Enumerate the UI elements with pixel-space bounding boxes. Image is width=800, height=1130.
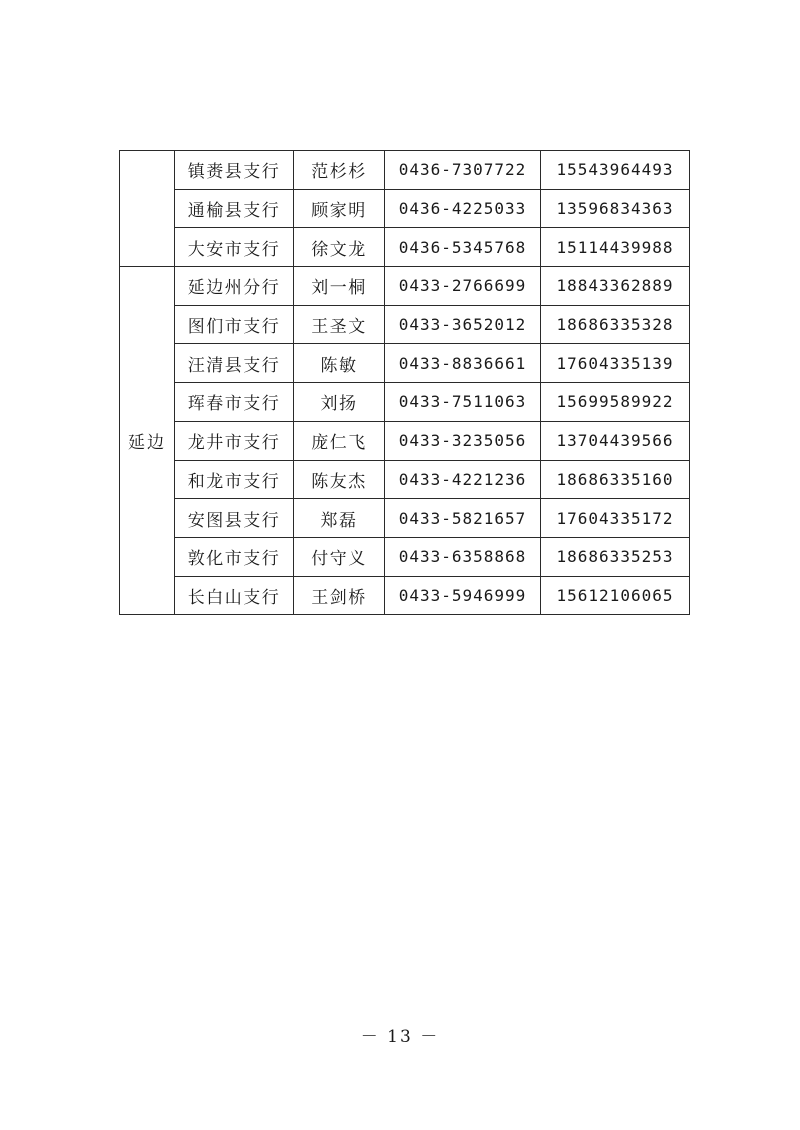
contact-table-body (120, 151, 690, 615)
branch-cell: 通榆县支行 (175, 189, 294, 228)
mobile-cell: 15699589922 (541, 383, 690, 422)
phone-cell: 0433-5946999 (385, 576, 541, 615)
page-number: － 13 － (360, 1027, 440, 1047)
mobile-cell: 17604335172 (541, 499, 690, 538)
contact-cell: 陈友杰 (294, 460, 385, 499)
phone-cell: 0436-4225033 (385, 189, 541, 228)
region-cell: 延边 (120, 267, 175, 615)
table-row (120, 460, 690, 499)
phone-cell: 0433-7511063 (385, 383, 541, 422)
table-row (120, 267, 690, 306)
table-row (120, 537, 690, 576)
contact-cell: 顾家明 (294, 189, 385, 228)
contact-cell: 刘扬 (294, 383, 385, 422)
contact-cell: 付守义 (294, 537, 385, 576)
mobile-cell: 15612106065 (541, 576, 690, 615)
contact-table (119, 150, 690, 615)
contact-cell: 徐文龙 (294, 228, 385, 267)
phone-cell: 0436-5345768 (385, 228, 541, 267)
mobile-cell: 13704439566 (541, 421, 690, 460)
branch-cell: 图们市支行 (175, 305, 294, 344)
branch-cell: 汪清县支行 (175, 344, 294, 383)
table-row (120, 228, 690, 267)
mobile-cell: 17604335139 (541, 344, 690, 383)
mobile-cell: 15543964493 (541, 151, 690, 190)
branch-cell: 延边州分行 (175, 267, 294, 306)
mobile-cell: 15114439988 (541, 228, 690, 267)
branch-cell: 龙井市支行 (175, 421, 294, 460)
branch-cell: 安图县支行 (175, 499, 294, 538)
branch-cell: 长白山支行 (175, 576, 294, 615)
phone-cell: 0433-3652012 (385, 305, 541, 344)
table-row (120, 305, 690, 344)
mobile-cell: 18686335328 (541, 305, 690, 344)
branch-cell: 和龙市支行 (175, 460, 294, 499)
table-row (120, 189, 690, 228)
region-cell (120, 151, 175, 267)
table-row (120, 344, 690, 383)
mobile-cell: 13596834363 (541, 189, 690, 228)
phone-cell: 0433-5821657 (385, 499, 541, 538)
branch-cell: 大安市支行 (175, 228, 294, 267)
contact-cell: 庞仁飞 (294, 421, 385, 460)
table-row (120, 151, 690, 190)
table-row (120, 383, 690, 422)
phone-cell: 0433-4221236 (385, 460, 541, 499)
phone-cell: 0433-6358868 (385, 537, 541, 576)
phone-cell: 0433-3235056 (385, 421, 541, 460)
contact-cell: 陈敏 (294, 344, 385, 383)
table-row (120, 499, 690, 538)
contact-cell: 郑磊 (294, 499, 385, 538)
mobile-cell: 18843362889 (541, 267, 690, 306)
contact-cell: 刘一桐 (294, 267, 385, 306)
branch-cell: 敦化市支行 (175, 537, 294, 576)
contact-cell: 范杉杉 (294, 151, 385, 190)
table-row (120, 576, 690, 615)
branch-cell: 珲春市支行 (175, 383, 294, 422)
branch-cell: 镇赉县支行 (175, 151, 294, 190)
contact-cell: 王圣文 (294, 305, 385, 344)
table-row (120, 421, 690, 460)
phone-cell: 0433-8836661 (385, 344, 541, 383)
mobile-cell: 18686335160 (541, 460, 690, 499)
phone-cell: 0433-2766699 (385, 267, 541, 306)
mobile-cell: 18686335253 (541, 537, 690, 576)
contact-cell: 王剑桥 (294, 576, 385, 615)
phone-cell: 0436-7307722 (385, 151, 541, 190)
